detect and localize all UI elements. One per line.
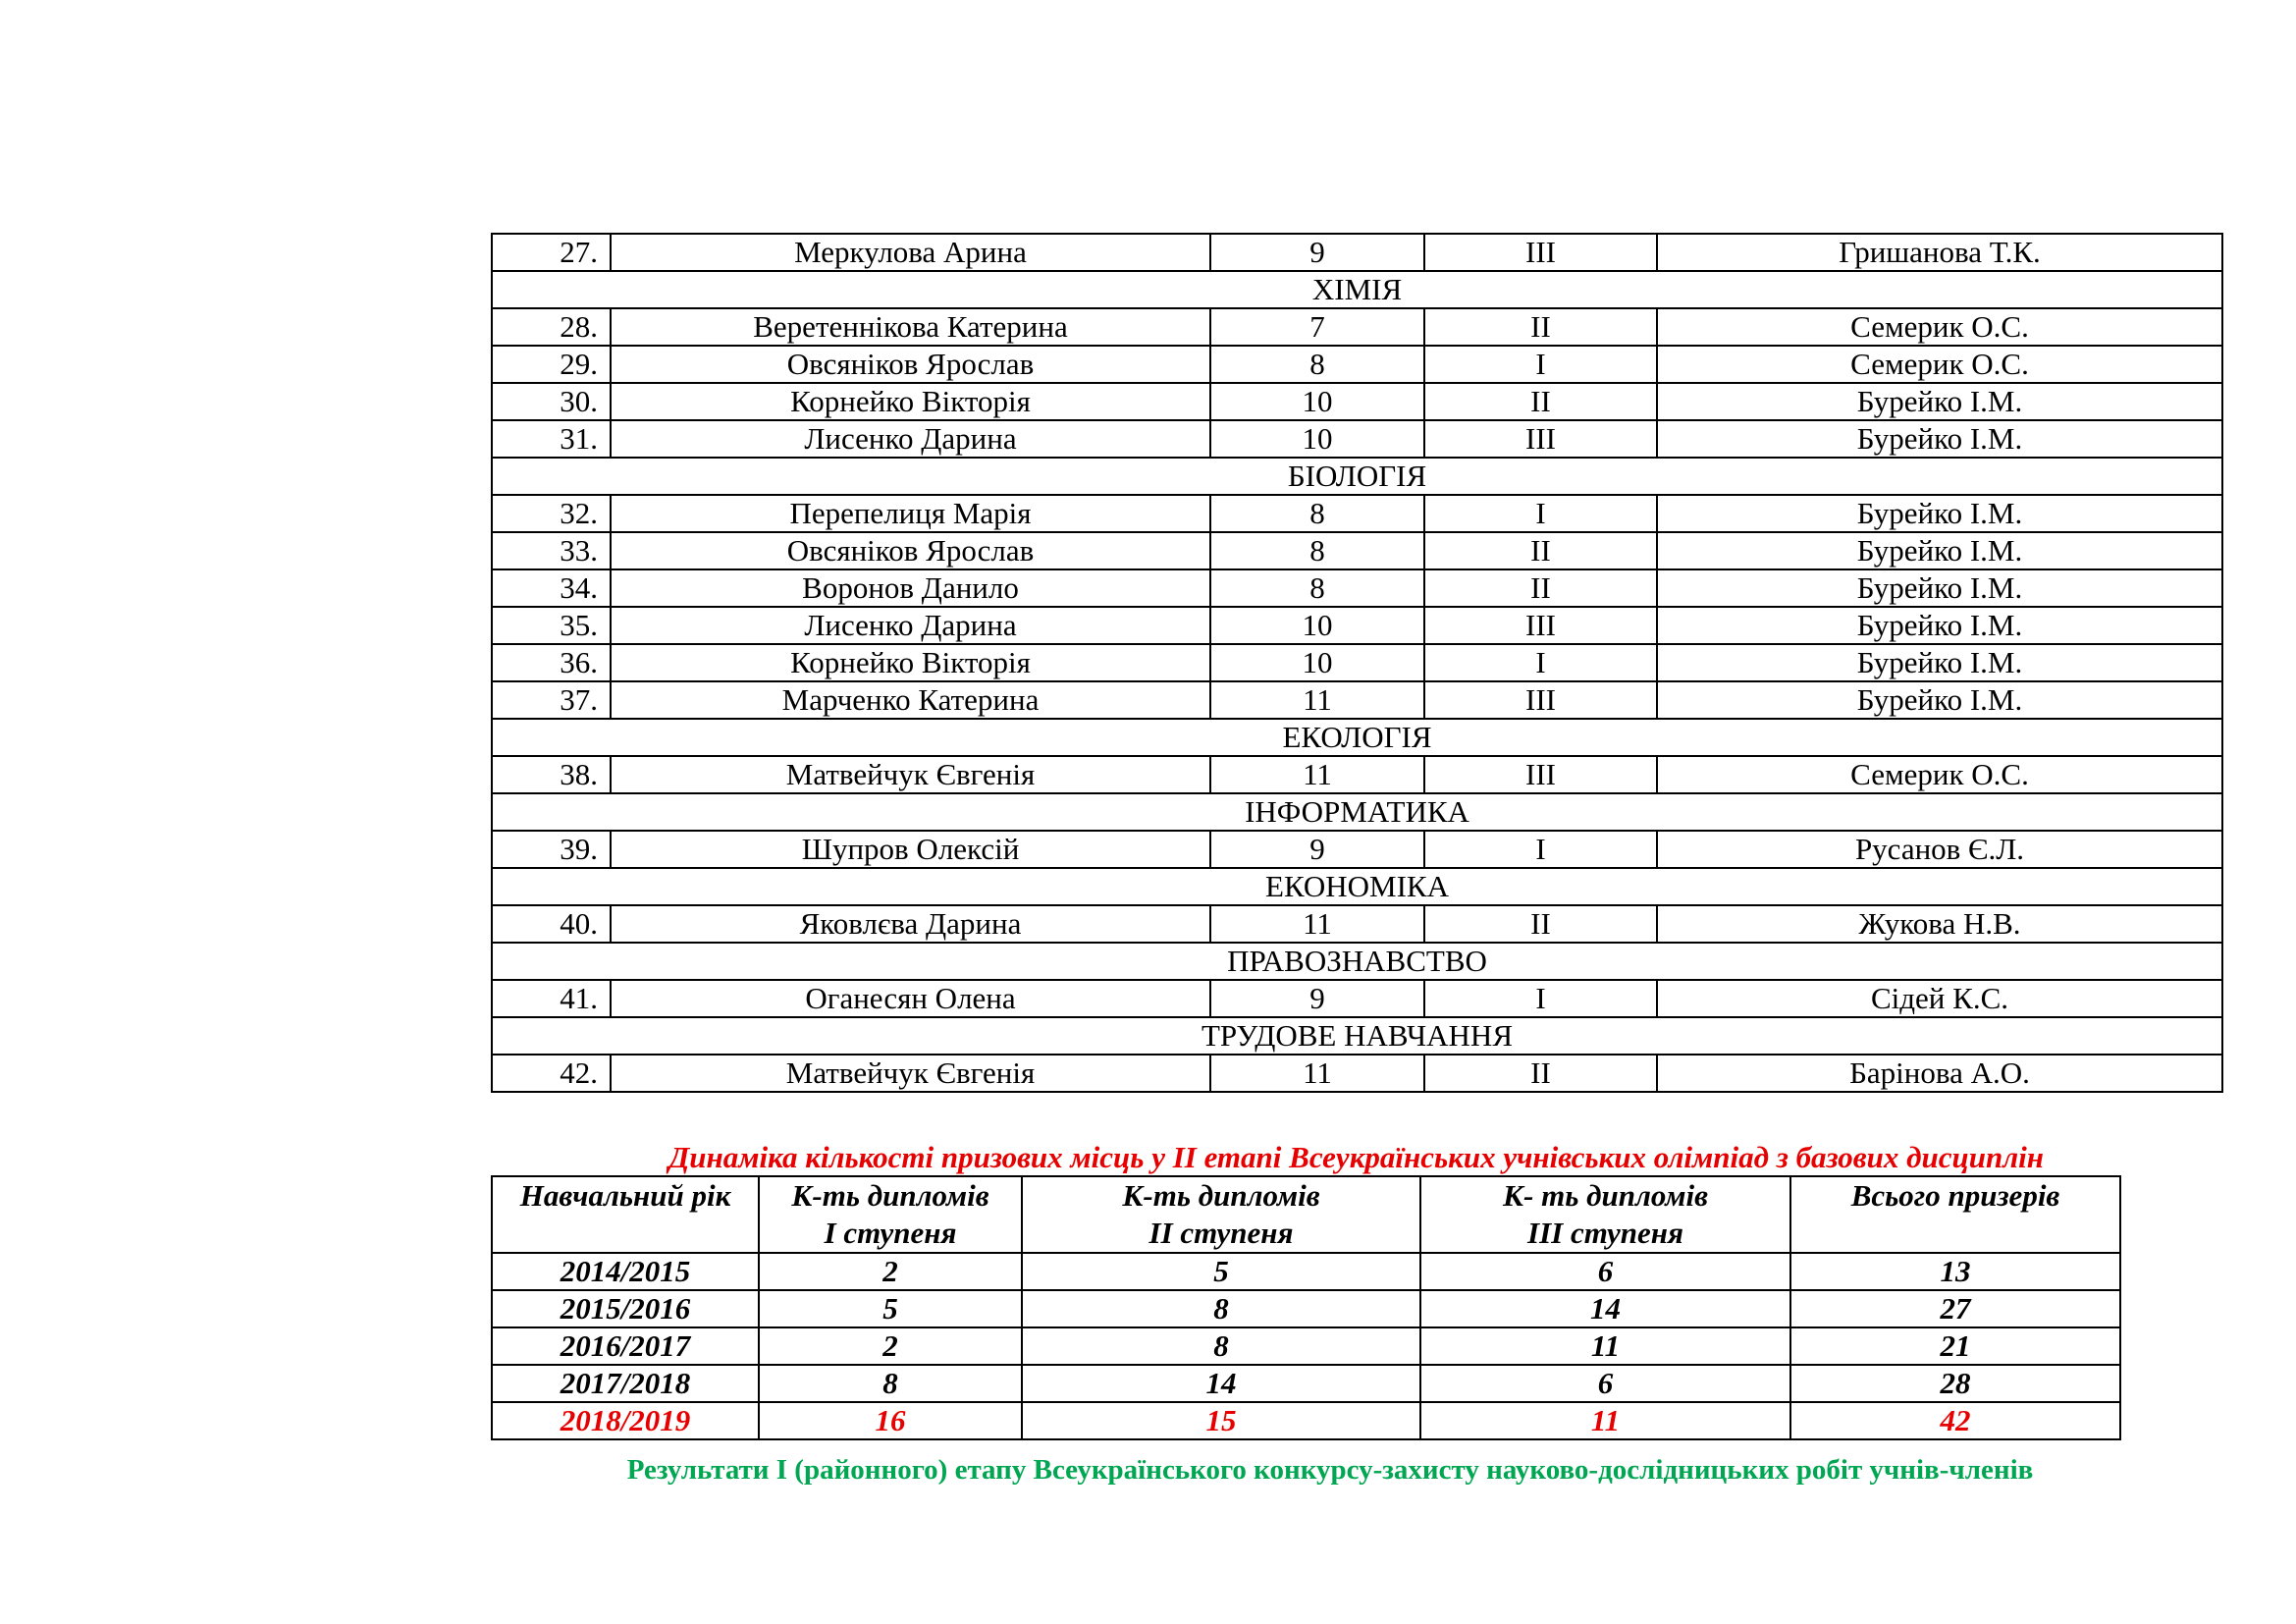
dynamics-row <box>492 1402 2120 1439</box>
table-row <box>492 569 2222 607</box>
teacher-name: Жукова Н.В. <box>1657 905 2222 943</box>
teacher-name: Бурейко І.М. <box>1657 644 2222 681</box>
row-number: 34. <box>492 569 611 607</box>
grade: 10 <box>1210 644 1424 681</box>
place: III <box>1424 234 1657 271</box>
subject-section-title: ПРАВОЗНАВСТВО <box>492 943 2222 980</box>
row-number: 40. <box>492 905 611 943</box>
table-row <box>492 383 2222 420</box>
header-line: ІІІ ступеня <box>1527 1216 1683 1250</box>
teacher-name: Бурейко І.М. <box>1657 495 2222 532</box>
row-number: 38. <box>492 756 611 793</box>
student-name: Лисенко Дарина <box>611 607 1210 644</box>
row-number: 39. <box>492 831 611 868</box>
subject-section-row <box>492 868 2222 905</box>
header-line: І ступеня <box>824 1216 957 1250</box>
subject-section-row <box>492 458 2222 495</box>
student-name: Оганесян Олена <box>611 980 1210 1017</box>
row-number: 29. <box>492 346 611 383</box>
teacher-name: Сідей К.С. <box>1657 980 2222 1017</box>
subject-section-row <box>492 271 2222 308</box>
academic-year: 2014/2015 <box>492 1253 759 1290</box>
first-degree-count: 16 <box>759 1402 1022 1439</box>
student-name: Перепелиця Марія <box>611 495 1210 532</box>
third-degree-count: 6 <box>1420 1365 1790 1402</box>
second-degree-count: 14 <box>1022 1365 1420 1402</box>
table-row <box>492 905 2222 943</box>
teacher-name: Бурейко І.М. <box>1657 607 2222 644</box>
place: II <box>1424 532 1657 569</box>
table-row <box>492 495 2222 532</box>
second-degree-count: 8 <box>1022 1290 1420 1327</box>
row-number: 42. <box>492 1055 611 1092</box>
grade: 10 <box>1210 420 1424 458</box>
place: I <box>1424 644 1657 681</box>
row-number: 41. <box>492 980 611 1017</box>
header-first-degree <box>759 1176 1022 1253</box>
place: II <box>1424 1055 1657 1092</box>
row-number: 33. <box>492 532 611 569</box>
dynamics-title: Динаміка кількості призових місць у ІІ етапі Всеукраїнських учнівських олімпіад з базових дисциплін <box>668 1140 2044 1174</box>
teacher-name: Семерик О.С. <box>1657 346 2222 383</box>
header-line: К-ть дипломів <box>791 1178 989 1213</box>
teacher-name: Семерик О.С. <box>1657 308 2222 346</box>
place: III <box>1424 681 1657 719</box>
grade: 11 <box>1210 756 1424 793</box>
student-name: Марченко Катерина <box>611 681 1210 719</box>
header-total <box>1790 1176 2120 1253</box>
header-line: ІІ ступеня <box>1148 1216 1294 1250</box>
subject-section-title: ІНФОРМАТИКА <box>492 793 2222 831</box>
table-row <box>492 607 2222 644</box>
total-winners: 28 <box>1790 1365 2120 1402</box>
table-row <box>492 1055 2222 1092</box>
subject-section-title: БІОЛОГІЯ <box>492 458 2222 495</box>
subject-section-row <box>492 1017 2222 1055</box>
total-winners: 21 <box>1790 1327 2120 1365</box>
dynamics-body <box>492 1176 2120 1439</box>
table-row <box>492 644 2222 681</box>
grade: 8 <box>1210 569 1424 607</box>
table-row <box>492 756 2222 793</box>
grade: 9 <box>1210 234 1424 271</box>
grade: 9 <box>1210 980 1424 1017</box>
table-row <box>492 420 2222 458</box>
third-degree-count: 14 <box>1420 1290 1790 1327</box>
header-line: К- ть дипломів <box>1503 1178 1708 1213</box>
academic-year: 2016/2017 <box>492 1327 759 1365</box>
total-winners: 13 <box>1790 1253 2120 1290</box>
first-degree-count: 2 <box>759 1253 1022 1290</box>
header-line: Всього призерів <box>1850 1178 2060 1213</box>
student-name: Воронов Данило <box>611 569 1210 607</box>
teacher-name: Бурейко І.М. <box>1657 420 2222 458</box>
place: I <box>1424 495 1657 532</box>
student-name: Матвейчук Євгенія <box>611 756 1210 793</box>
row-number: 37. <box>492 681 611 719</box>
subject-section-row <box>492 793 2222 831</box>
grade: 9 <box>1210 831 1424 868</box>
subject-section-row <box>492 943 2222 980</box>
dynamics-row <box>492 1365 2120 1402</box>
place: I <box>1424 346 1657 383</box>
total-winners: 27 <box>1790 1290 2120 1327</box>
place: II <box>1424 308 1657 346</box>
grade: 11 <box>1210 681 1424 719</box>
grade: 7 <box>1210 308 1424 346</box>
place: I <box>1424 831 1657 868</box>
place: III <box>1424 420 1657 458</box>
place: III <box>1424 756 1657 793</box>
row-number: 27. <box>492 234 611 271</box>
dynamics-row <box>492 1327 2120 1365</box>
table-row <box>492 681 2222 719</box>
place: II <box>1424 569 1657 607</box>
table-row <box>492 980 2222 1017</box>
academic-year: 2017/2018 <box>492 1365 759 1402</box>
second-degree-count: 5 <box>1022 1253 1420 1290</box>
research-contest-title: Результати І (районного) етапу Всеукраїнського конкурсу-захисту науково-дослідницьких робіт учнів-членів <box>626 1454 2034 1486</box>
first-degree-count: 2 <box>759 1327 1022 1365</box>
teacher-name: Бурейко І.М. <box>1657 681 2222 719</box>
row-number: 31. <box>492 420 611 458</box>
teacher-name: Бурейко І.М. <box>1657 532 2222 569</box>
grade: 11 <box>1210 1055 1424 1092</box>
total-winners: 42 <box>1790 1402 2120 1439</box>
header-line: Навчальний рік <box>519 1178 731 1213</box>
dynamics-row <box>492 1253 2120 1290</box>
row-number: 30. <box>492 383 611 420</box>
teacher-name: Семерик О.С. <box>1657 756 2222 793</box>
dynamics-header-row <box>492 1176 2120 1253</box>
student-name: Веретеннікова Катерина <box>611 308 1210 346</box>
grade: 10 <box>1210 607 1424 644</box>
row-number: 32. <box>492 495 611 532</box>
grade: 8 <box>1210 532 1424 569</box>
student-name: Меркулова Арина <box>611 234 1210 271</box>
third-degree-count: 11 <box>1420 1327 1790 1365</box>
subject-section-title: ЕКОНОМІКА <box>492 868 2222 905</box>
student-name: Овсяніков Ярослав <box>611 346 1210 383</box>
subject-section-title: ЕКОЛОГІЯ <box>492 719 2222 756</box>
place: III <box>1424 607 1657 644</box>
olympiad-results-table <box>491 233 2223 1093</box>
grade: 8 <box>1210 346 1424 383</box>
student-name: Яковлєва Дарина <box>611 905 1210 943</box>
row-number: 28. <box>492 308 611 346</box>
student-name: Лисенко Дарина <box>611 420 1210 458</box>
header-line: К-ть дипломів <box>1122 1178 1320 1213</box>
header-second-degree <box>1022 1176 1420 1253</box>
place: II <box>1424 383 1657 420</box>
grade: 8 <box>1210 495 1424 532</box>
place: II <box>1424 905 1657 943</box>
student-name: Овсяніков Ярослав <box>611 532 1210 569</box>
student-name: Корнейко Вікторія <box>611 383 1210 420</box>
teacher-name: Бурейко І.М. <box>1657 383 2222 420</box>
header-year <box>492 1176 759 1253</box>
academic-year: 2015/2016 <box>492 1290 759 1327</box>
second-degree-count: 8 <box>1022 1327 1420 1365</box>
dynamics-row <box>492 1290 2120 1327</box>
table-row <box>492 532 2222 569</box>
academic-year: 2018/2019 <box>492 1402 759 1439</box>
table-row <box>492 346 2222 383</box>
row-number: 35. <box>492 607 611 644</box>
first-degree-count: 5 <box>759 1290 1022 1327</box>
place: I <box>1424 980 1657 1017</box>
grade: 11 <box>1210 905 1424 943</box>
first-degree-count: 8 <box>759 1365 1022 1402</box>
subject-section-title: ХІМІЯ <box>492 271 2222 308</box>
row-number: 36. <box>492 644 611 681</box>
teacher-name: Барінова А.О. <box>1657 1055 2222 1092</box>
header-third-degree <box>1420 1176 1790 1253</box>
third-degree-count: 6 <box>1420 1253 1790 1290</box>
teacher-name: Гришанова Т.К. <box>1657 234 2222 271</box>
grade: 10 <box>1210 383 1424 420</box>
table-row <box>492 831 2222 868</box>
second-degree-count: 15 <box>1022 1402 1420 1439</box>
student-name: Шупров Олексій <box>611 831 1210 868</box>
student-name: Корнейко Вікторія <box>611 644 1210 681</box>
olympiad-results-body <box>492 234 2222 1092</box>
subject-section-row <box>492 719 2222 756</box>
table-row <box>492 234 2222 271</box>
student-name: Матвейчук Євгенія <box>611 1055 1210 1092</box>
dynamics-table <box>491 1175 2121 1440</box>
third-degree-count: 11 <box>1420 1402 1790 1439</box>
teacher-name: Русанов Є.Л. <box>1657 831 2222 868</box>
subject-section-title: ТРУДОВЕ НАВЧАННЯ <box>492 1017 2222 1055</box>
teacher-name: Бурейко І.М. <box>1657 569 2222 607</box>
table-row <box>492 308 2222 346</box>
